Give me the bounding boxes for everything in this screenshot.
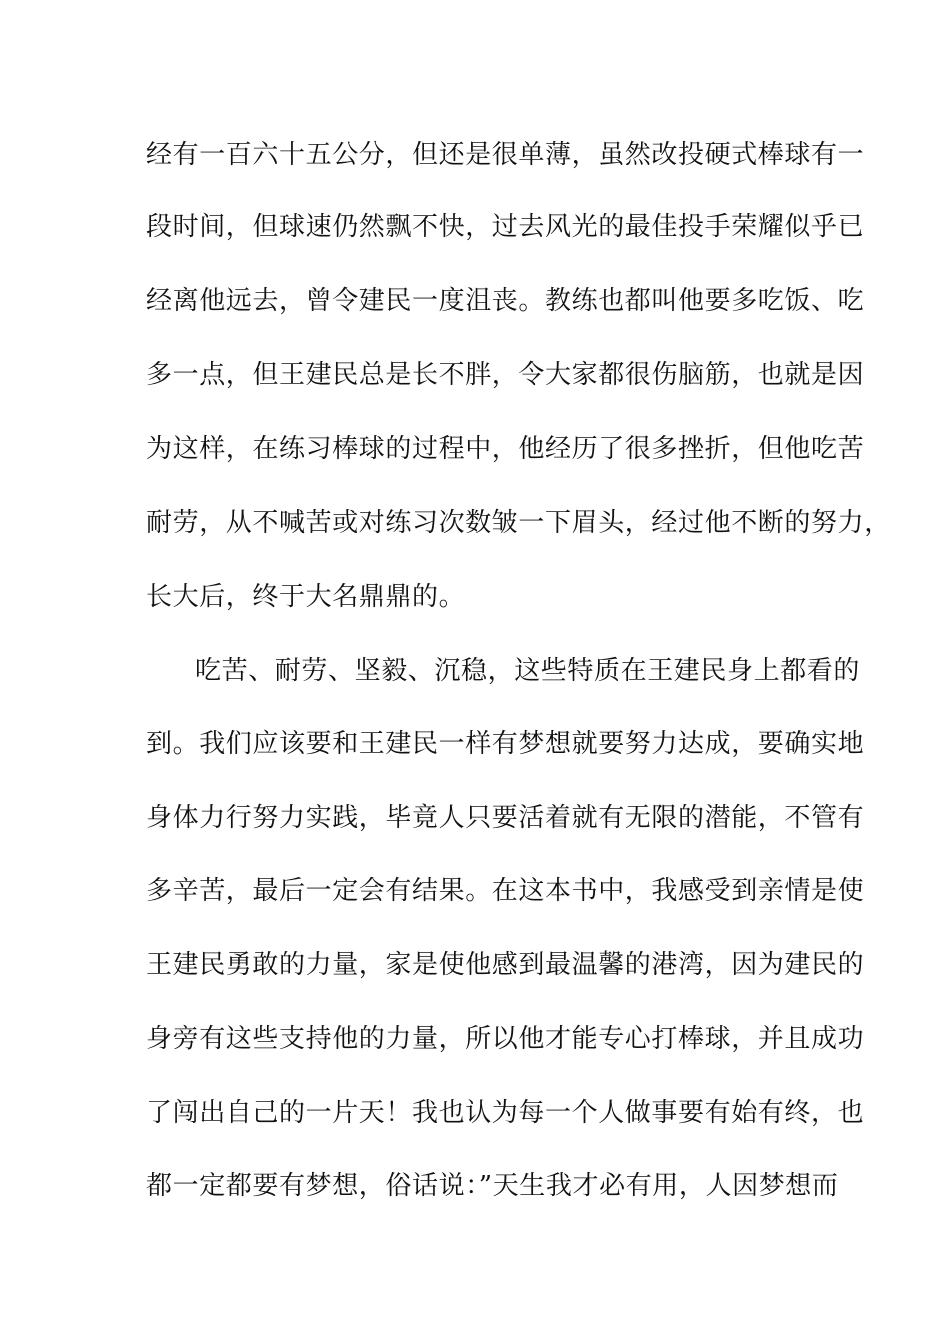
text-line: 长大后，终于大名鼎鼎的。 [146, 582, 466, 612]
text-line: 耐劳，从不喊苦或对练习次数皱一下眉头，经过他不断的努力， [146, 508, 891, 538]
text-line: 到。我们应该要和王建民一样有梦想就要努力达成，要确实地 [146, 729, 865, 759]
text-line: 经离他远去，曾令建民一度沮丧。教练也都叫他要多吃饭、吃 [146, 286, 865, 316]
text-line: 多辛苦，最后一定会有结果。在这本书中，我感受到亲情是使 [146, 876, 865, 906]
paragraph-first-line: 吃苦、耐劳、坚毅、沉稳，这些特质在王建民身上都看的 [195, 656, 861, 686]
text-line: 身体力行努力实践，毕竟人只要活着就有无限的潜能，不管有 [146, 803, 865, 833]
text-line: 了闯出自己的一片天！我也认为每一个人做事要有始有终，也 [146, 1098, 865, 1128]
text-line: 为这样，在练习棒球的过程中，他经历了很多挫折，但他吃苦 [146, 434, 865, 464]
text-line: 都一定都要有梦想，俗话说：”天生我才必有用，人因梦想而 [146, 1171, 839, 1201]
text-line: 经有一百六十五公分，但还是很单薄，虽然改投硬式棒球有一 [146, 140, 865, 170]
text-line: 身旁有这些支持他的力量，所以他才能专心打棒球，并且成功 [146, 1024, 865, 1054]
text-line: 多一点，但王建民总是长不胖，令大家都很伤脑筋，也就是因 [146, 360, 865, 390]
text-line: 王建民勇敢的力量，家是使他感到最温馨的港湾，因为建民的 [146, 950, 865, 980]
text-line: 段时间，但球速仍然飘不快，过去风光的最佳投手荣耀似乎已 [146, 212, 865, 242]
